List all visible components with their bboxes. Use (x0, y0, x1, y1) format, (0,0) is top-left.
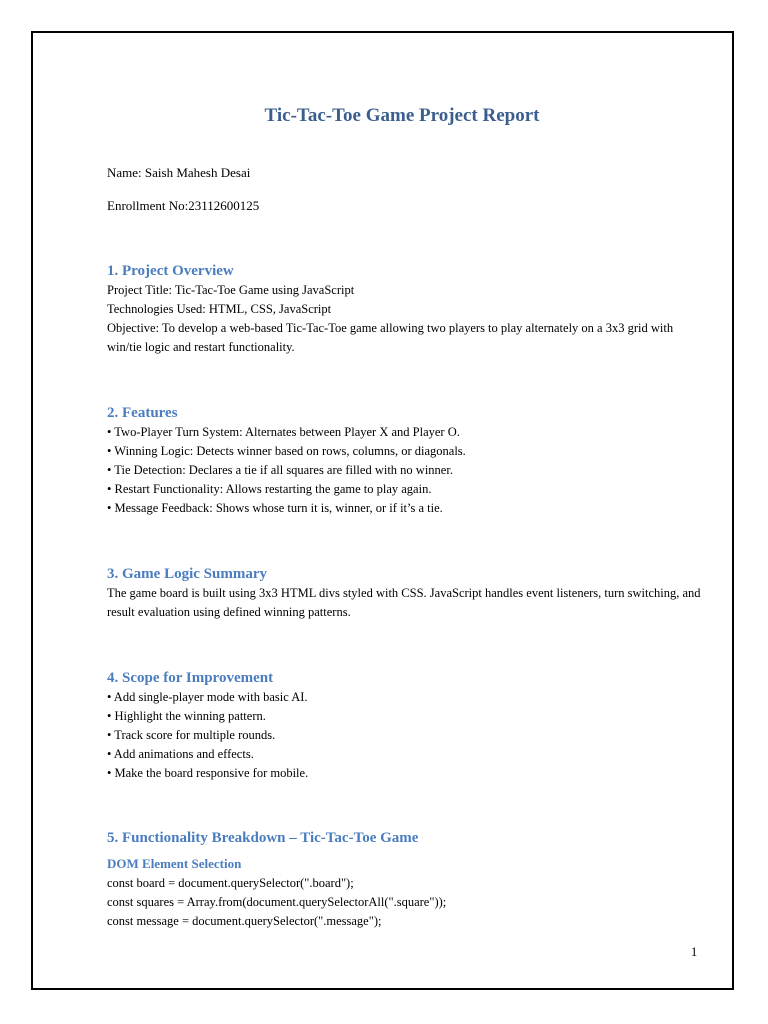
code-line: const board = document.querySelector(".board"); (107, 876, 354, 890)
logic-paragraph: The game board is built using 3x3 HTML divs styled with CSS. JavaScript handles event listeners, turn switching, and result evaluation using defined winning patterns. (107, 586, 701, 619)
list-item: • Restart Functionality: Allows restarting the game to play again. (107, 482, 432, 496)
section-heading: 3. Game Logic Summary (107, 566, 267, 582)
section-project-overview (107, 261, 707, 357)
section-scope-improvement (107, 668, 707, 783)
code-line: const squares = Array.from(document.querySelectorAll(".square")); (107, 895, 447, 909)
subsection-heading: DOM Element Selection (107, 856, 242, 871)
enrollment-number: Enrollment No:23112600125 (107, 198, 260, 213)
report-title: Tic-Tac-Toe Game Project Report (264, 105, 540, 126)
project-title-line: Project Title: Tic-Tac-Toe Game using JavaScript (107, 283, 355, 297)
list-item: • Add animations and effects. (107, 747, 254, 761)
objective-paragraph: Objective: To develop a web-based Tic-Tac-Toe game allowing two players to play alternately on a 3x3 grid with win/tie logic and restart functionality. (107, 321, 674, 354)
section-heading: 5. Functionality Breakdown – Tic-Tac-Toe Game (107, 830, 419, 846)
list-item: • Highlight the winning pattern. (107, 709, 266, 723)
code-line: const message = document.querySelector(".message"); (107, 914, 382, 928)
list-item: • Add single-player mode with basic AI. (107, 690, 308, 704)
section-heading: 4. Scope for Improvement (107, 670, 274, 686)
section-heading: 2. Features (107, 405, 178, 421)
list-item: • Two-Player Turn System: Alternates between Player X and Player O. (107, 425, 460, 439)
list-item: • Message Feedback: Shows whose turn it is, winner, or if it’s a tie. (107, 501, 443, 515)
list-item: • Tie Detection: Declares a tie if all squares are filled with no winner. (107, 463, 453, 477)
document-page (31, 31, 734, 990)
section-features (107, 403, 707, 518)
section-heading: 1. Project Overview (107, 263, 234, 279)
page-number: 1 (691, 945, 698, 959)
technologies-line: Technologies Used: HTML, CSS, JavaScript (107, 302, 332, 316)
section-game-logic (107, 564, 707, 622)
list-item: • Winning Logic: Detects winner based on rows, columns, or diagonals. (107, 444, 466, 458)
student-name: Name: Saish Mahesh Desai (107, 165, 251, 180)
list-item: • Make the board responsive for mobile. (107, 766, 309, 780)
section-functionality-breakdown (107, 828, 707, 931)
list-item: • Track score for multiple rounds. (107, 728, 276, 742)
